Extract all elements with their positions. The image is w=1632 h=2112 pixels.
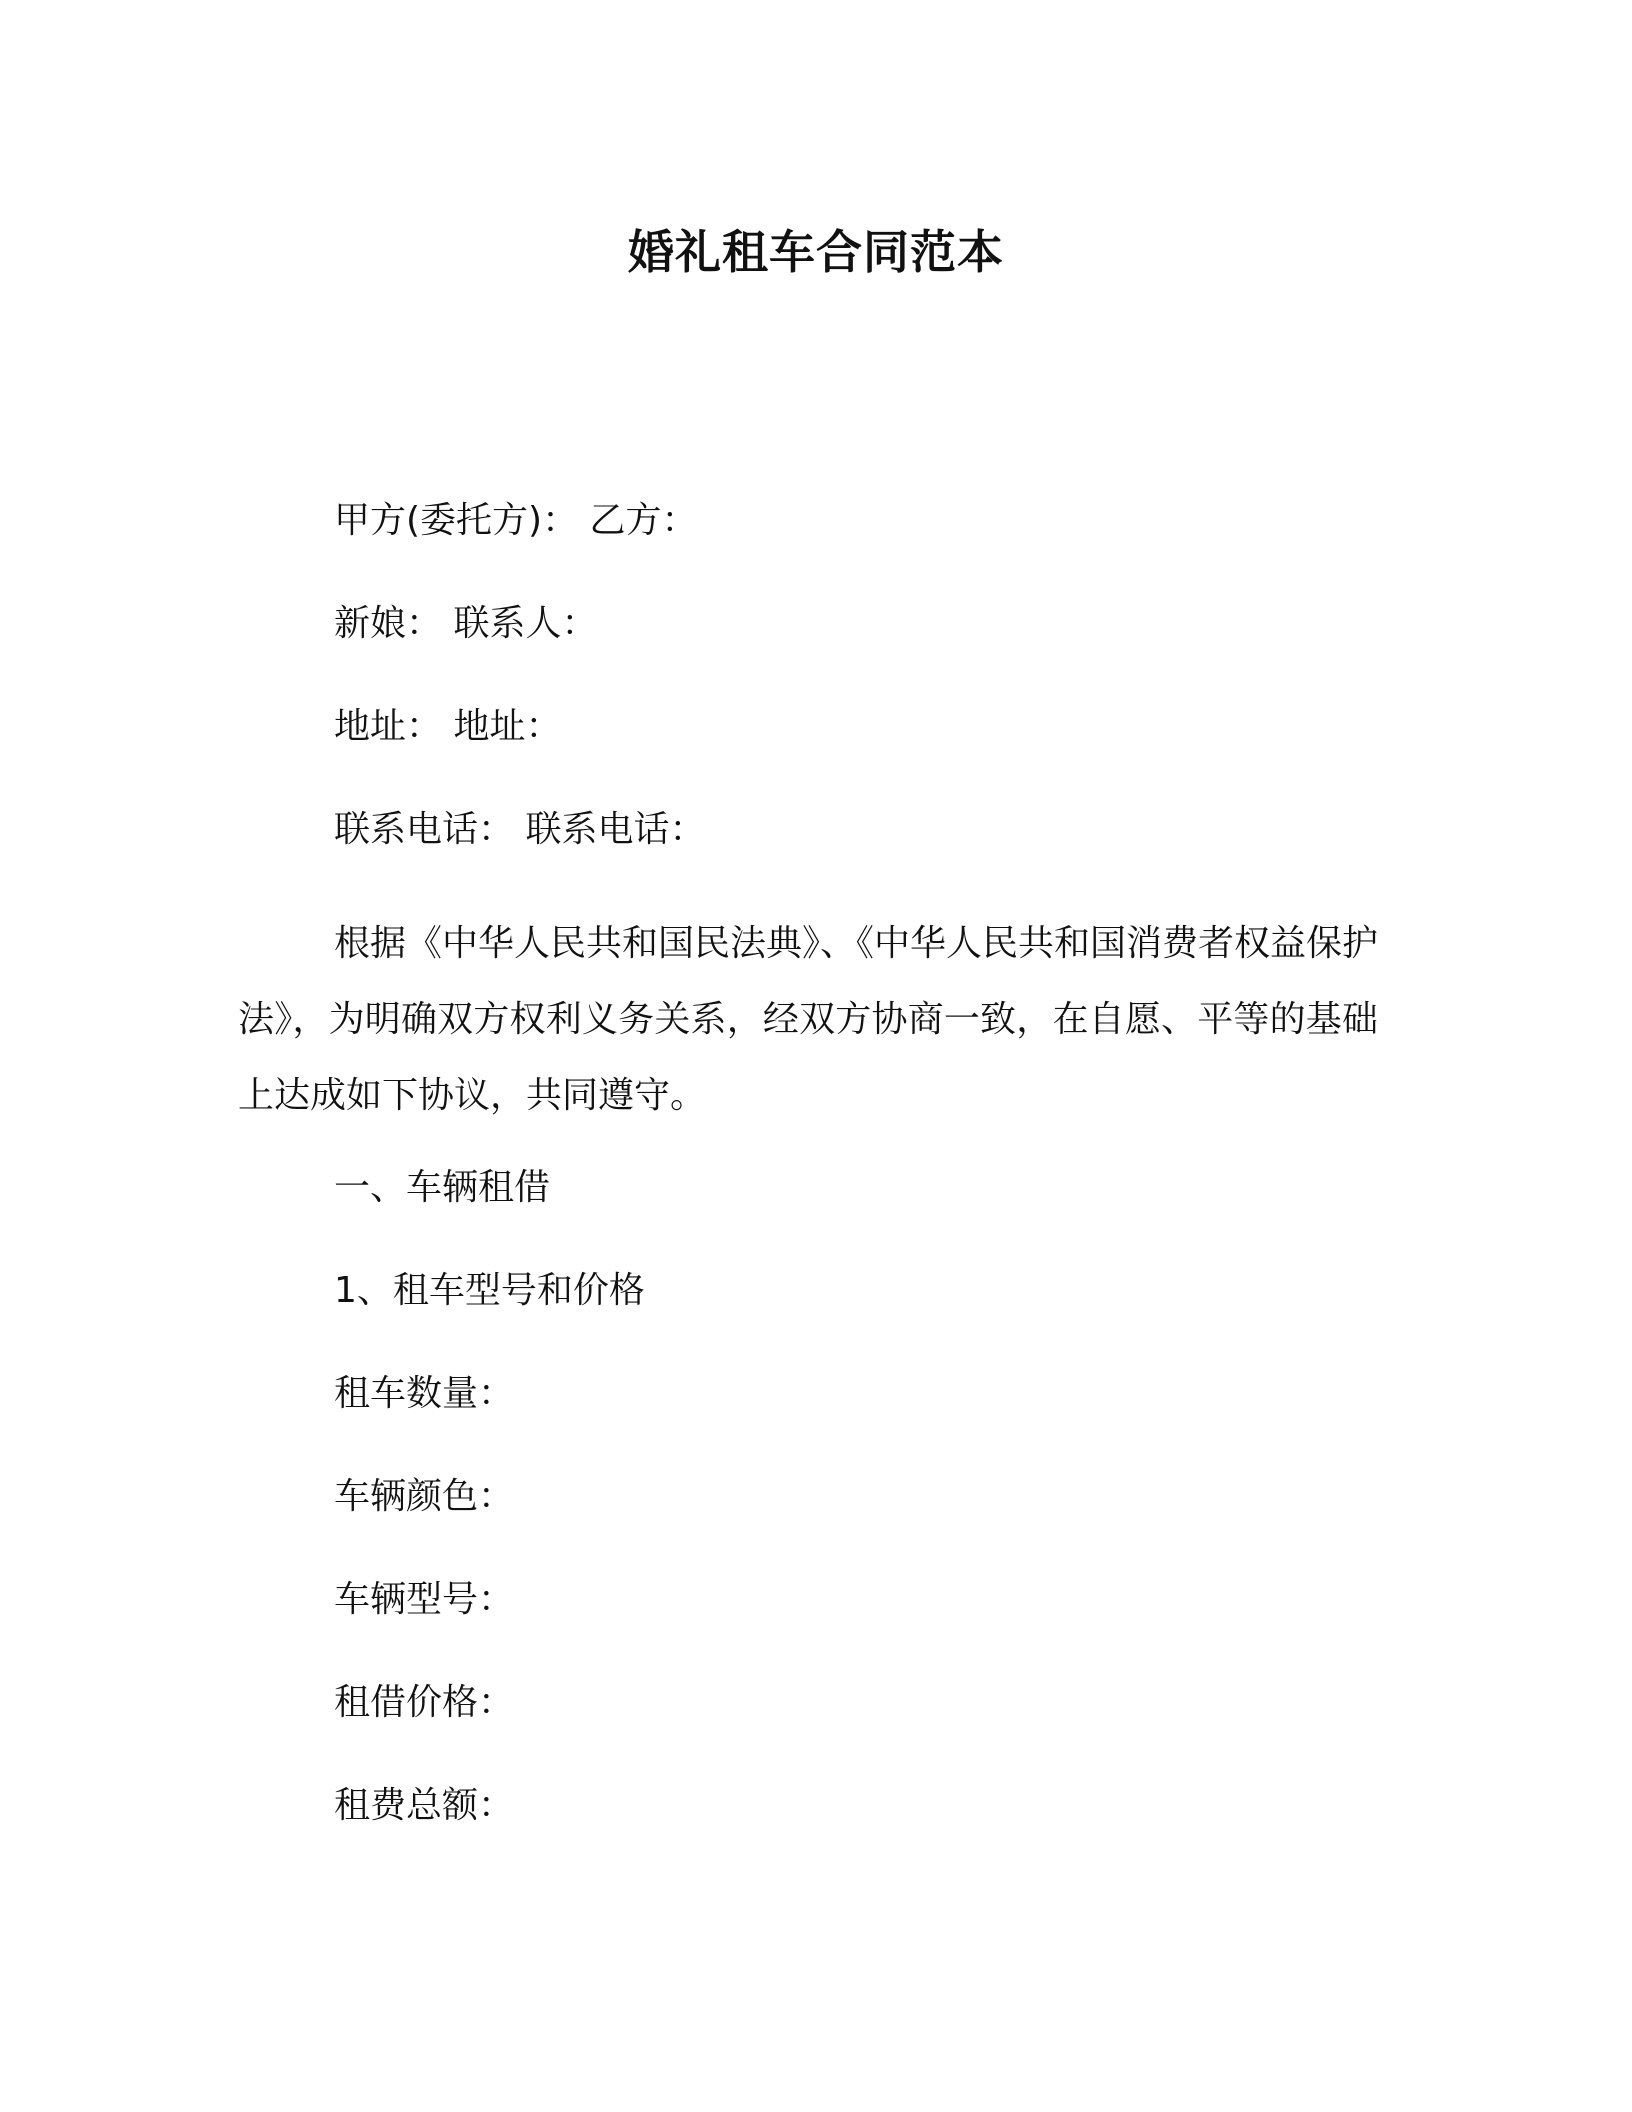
field-rental-price: 租借价格： (334, 1682, 515, 1723)
phone-line (334, 805, 705, 855)
field-rental-quantity: 租车数量： (334, 1373, 515, 1414)
section-heading: 一、车辆租借 (334, 1167, 551, 1208)
party-b-label: 乙方： (589, 500, 698, 541)
phone-b-label: 联系电话： (525, 809, 706, 850)
phone-a-label: 联系电话： (334, 809, 515, 850)
field-vehicle-model: 车辆型号： (334, 1579, 515, 1620)
address-line (334, 702, 561, 752)
contact-person-label: 联系人： (453, 603, 598, 644)
item-heading: 1、租车型号和价格 (334, 1270, 645, 1311)
field-vehicle-color: 车辆颜色： (334, 1476, 515, 1517)
bride-contact-line (334, 599, 597, 649)
party-a-label: 甲方(委托方)： (334, 500, 579, 541)
bride-label: 新娘： (334, 603, 443, 644)
document-title: 婚礼租车合同范本 (628, 225, 1004, 279)
field-total-fee: 租费总额： (334, 1785, 515, 1826)
intro-paragraph: 根据《中华人民共和国民法典》、《中华人民共和国消费者权益保护法》，为明确双方权利义务关系，经双方协商一致，在自愿、平等的基础上达成如下协议，共同遵守。 (238, 923, 1379, 1116)
address-b-label: 地址： (453, 706, 562, 747)
address-a-label: 地址： (334, 706, 443, 747)
party-line (334, 496, 698, 546)
